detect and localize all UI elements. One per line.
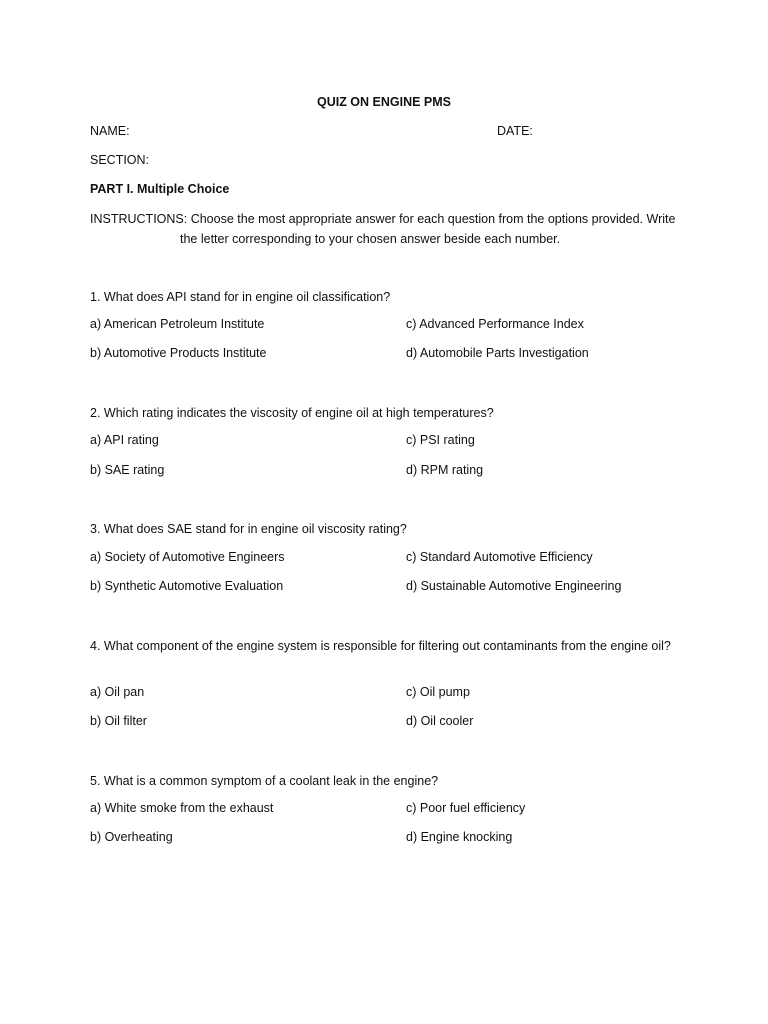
question-1-option-a: a) American Petroleum Institute [90,317,265,331]
instructions-line-1 [90,209,690,229]
question-3-option-b: b) Synthetic Automotive Evaluation [90,579,284,593]
question-4-option-d: d) Oil cooler [406,714,474,728]
question-2-option-c: c) PSI rating [406,433,475,447]
instructions-line-2: the letter corresponding to your chosen answer beside each number. [180,232,561,246]
question-1-option-b: b) Automotive Products Institute [90,346,267,360]
question-5: 5. What is a common symptom of a coolant leak in the engine? [90,774,439,788]
question-1-option-d: d) Automobile Parts Investigation [406,346,589,360]
question-5-option-c: c) Poor fuel efficiency [406,801,526,815]
question-1: 1. What does API stand for in engine oil classification? [90,290,391,304]
question-3-option-a: a) Society of Automotive Engineers [90,550,285,564]
question-2: 2. Which rating indicates the viscosity of engine oil at high temperatures? [90,406,494,420]
instructions-text-1: Choose the most appropriate answer for each question from the options provided. Write [187,212,676,226]
question-2-option-a: a) API rating [90,433,159,447]
part-heading: PART I. Multiple Choice [90,182,230,196]
question-3-option-d: d) Sustainable Automotive Engineering [406,579,622,593]
question-4: 4. What component of the engine system is responsible for filtering out contaminants from the engine oil? [90,639,671,653]
question-5-option-d: d) Engine knocking [406,830,513,844]
question-2-option-d: d) RPM rating [406,463,484,477]
question-1-option-c: c) Advanced Performance Index [406,317,584,331]
name-label: NAME: [90,124,130,138]
question-4-option-c: c) Oil pump [406,685,470,699]
question-5-option-b: b) Overheating [90,830,173,844]
question-4-option-b: b) Oil filter [90,714,147,728]
question-4-option-a: a) Oil pan [90,685,145,699]
date-label: DATE: [497,124,533,138]
instructions-label: INSTRUCTIONS: [90,212,188,226]
question-3: 3. What does SAE stand for in engine oil viscosity rating? [90,522,407,536]
question-2-option-b: b) SAE rating [90,463,165,477]
instructions [90,209,690,249]
question-5-option-a: a) White smoke from the exhaust [90,801,274,815]
section-label: SECTION: [90,153,150,167]
question-3-option-c: c) Standard Automotive Efficiency [406,550,593,564]
page-title: QUIZ ON ENGINE PMS [316,95,452,109]
